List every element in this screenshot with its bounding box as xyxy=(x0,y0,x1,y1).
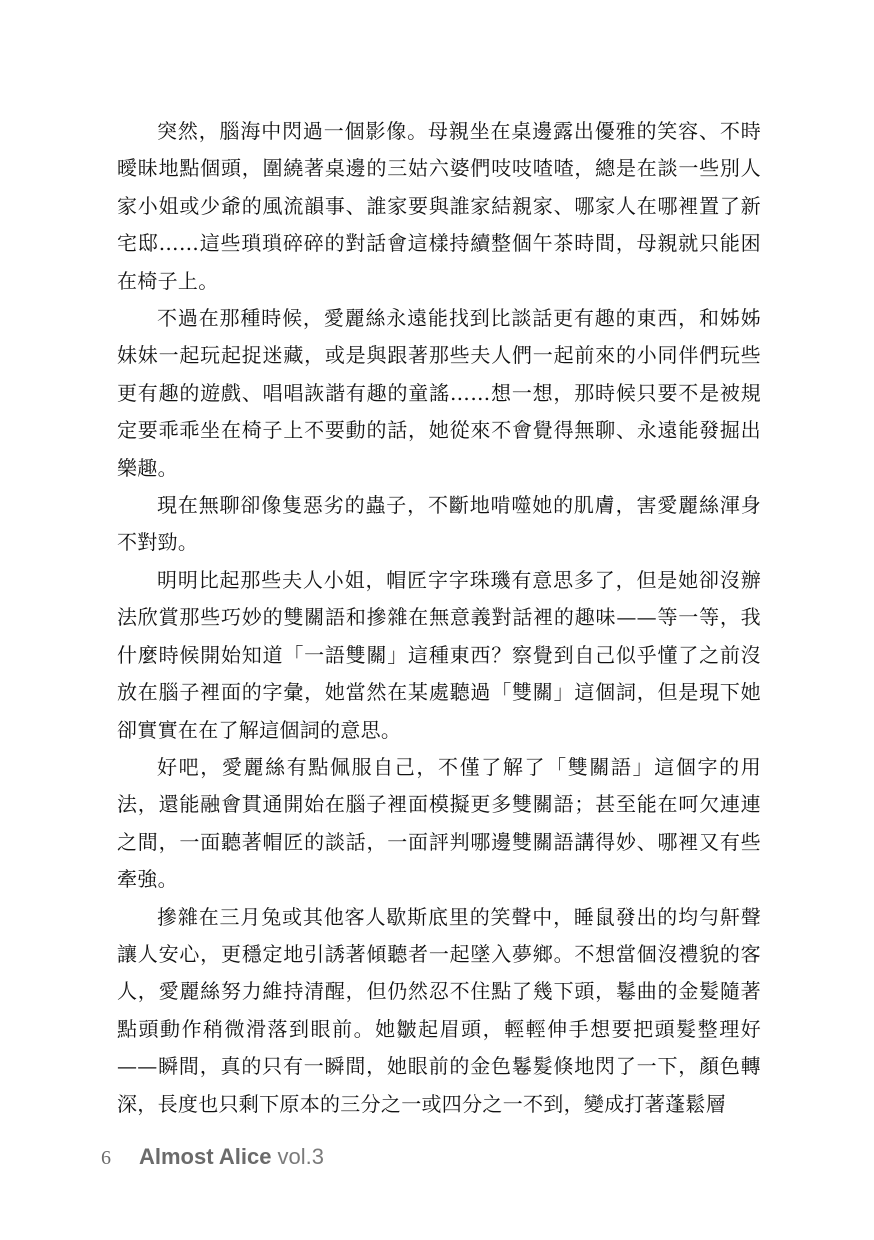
body-text xyxy=(117,113,761,1123)
book-volume: vol.3 xyxy=(277,1144,324,1169)
paragraph-3: 現在無聊卻像隻惡劣的蟲子，不斷地啃噬她的肌膚，害愛麗絲渾身不對勁。 xyxy=(117,493,761,555)
paragraph-1: 突然，腦海中閃過一個影像。母親坐在桌邊露出優雅的笑容、不時曖昧地點個頭，圍繞著桌邊的三姑六婆們吱吱喳喳，總是在談一些別人家小姐或少爺的風流韻事、誰家要與誰家結親家、哪家人在哪裡置了新宅邸……這些瑣瑣碎碎的對話會這樣持續整個午茶時間，母親就只能困在椅子上。 xyxy=(117,119,761,293)
page-footer xyxy=(101,1144,324,1176)
page-number: 6 xyxy=(101,1147,111,1169)
paragraph-5: 好吧，愛麗絲有點佩服自己，不僅了解了「雙關語」這個字的用法，還能融會貫通開始在腦子裡面模擬更多雙關語；甚至能在呵欠連連之間，一面聽著帽匠的談話，一面評判哪邊雙關語講得妙、哪裡又有些牽強。 xyxy=(117,754,761,892)
book-title: Almost Alice xyxy=(139,1144,272,1169)
paragraph-4: 明明比起那些夫人小姐，帽匠字字珠璣有意思多了，但是她卻沒辦法欣賞那些巧妙的雙關語和摻雜在無意義對話裡的趣味——等一等，我什麼時候開始知道「一語雙關」這種東西？察覺到自己似乎懂了之前沒放在腦子裡面的字彙，她當然在某處聽過「雙關」這個詞，但是現下她卻實實在在了解這個詞的意思。 xyxy=(117,567,761,742)
paragraph-2: 不過在那種時候，愛麗絲永遠能找到比談話更有趣的東西，和姊姊妹妹一起玩起捉迷藏，或是與跟著那些夫人們一起前來的小同伴們玩些更有趣的遊戲、唱唱詼諧有趣的童謠……想一想，那時候只要不是被規定要乖乖坐在椅子上不要動的話，她從來不會覺得無聊、永遠能發掘出樂趣。 xyxy=(117,306,761,480)
paragraph-6: 摻雜在三月兔或其他客人歇斯底里的笑聲中，睡鼠發出的均勻鼾聲讓人安心，更穩定地引誘著傾聽者一起墜入夢鄉。不想當個沒禮貌的客人，愛麗絲努力維持清醒，但仍然忍不住點了幾下頭，鬈曲的金髮隨著點頭動作稍微滑落到眼前。她皺起眉頭，輕輕伸手想要把頭髮整理好——瞬間，真的只有一瞬間，她眼前的金色鬈髮倏地閃了一下，顏色轉深，長度也只剩下原本的三分之一或四分之一不到，變成打著蓬鬆層 xyxy=(117,904,761,1116)
